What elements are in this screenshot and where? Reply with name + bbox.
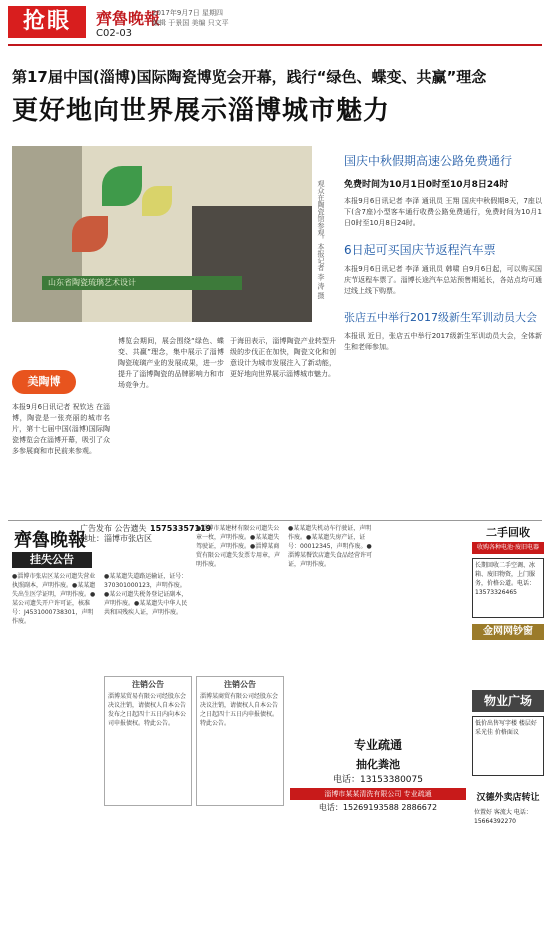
deregistration-notice-1 bbox=[104, 676, 192, 806]
shop-transfer-body: 位置好 客流大 电话：15664392270 bbox=[474, 809, 532, 825]
classified-column-3: ●淄博市某建材有限公司遗失公章一枚，声明作废。●某某遗失驾驶证，声明作废。●淄博某商贸有限公司遗失发票专用章，声明作废。 bbox=[196, 525, 281, 568]
section-tag: 抢眼 bbox=[8, 6, 86, 38]
pipe-service-title: 抽化粪池 bbox=[356, 758, 400, 771]
property-ad: 低价出售写字楼 楼层好 采光佳 价格面议 bbox=[472, 716, 544, 776]
classifieds-hotline: 15753357119 bbox=[150, 524, 212, 533]
article-headline: 更好地向世界展示淄博城市魅力 bbox=[12, 96, 391, 126]
story-column-1: 本报9月6日讯记者 祝钦达 在淄博，陶瓷是一张亮丽的城市名片，第十七届中国(淄博)国际陶瓷博览会在淄博开幕，吸引了众多参展商和市民前来参观。 bbox=[12, 403, 110, 455]
classifieds-address: 地址：淄博市张店区 bbox=[80, 534, 152, 543]
photo-visitors bbox=[192, 206, 312, 322]
gold-band: 金网网钞窗 bbox=[472, 624, 544, 640]
brief-title-1: 国庆中秋假期高速公路免费通行 bbox=[344, 154, 513, 168]
classified-column-2: ●某某遗失道路运输证，证号：370301000123，声明作废。●某公司遗失税务登记证副本，声明作废。●某某遗失中华人民共和国残疾人证，声明作废。 bbox=[104, 573, 188, 616]
date-line: 2017年9月7日 星期四 bbox=[152, 9, 223, 17]
story-column-2: 博览会期间，展会围绕“绿色、蝶变、共赢”理念，集中展示了淄博陶瓷琉璃产业的发展成果，进一步提升了淄博陶瓷的品牌影响力和市场竞争力。 bbox=[118, 337, 224, 389]
photo-caption: 观众在陶瓷馆参观。本报记者 李 涛 摄 bbox=[317, 180, 325, 299]
classifieds-logo: 齊魯晚報 bbox=[14, 530, 86, 551]
pipe-service-contact: 电话：15269193588 2886672 bbox=[318, 803, 438, 812]
issue-meta bbox=[152, 8, 229, 28]
property-plaza-band: 物业广场 bbox=[472, 690, 544, 712]
header-rule bbox=[8, 44, 542, 46]
story-column-3: 于海田表示，淄博陶瓷产业转型升级的步伐正在加快，陶瓷文化和创意设计为城市发展注入了新动能，更好地向世界展示淄博城市魅力。 bbox=[230, 337, 336, 378]
lead-photo bbox=[12, 146, 312, 322]
photo-band-text: 山东省陶瓷琉璃艺术设计 bbox=[42, 276, 242, 290]
photo-leaf-sculpture bbox=[142, 186, 172, 216]
feature-badge: 美陶博 bbox=[12, 370, 76, 394]
pipe-service-banner: 淄博市某某清洗有限公司 专业疏通 bbox=[290, 788, 466, 800]
brief-subhead-1: 免费时间为10月1日0时至10月8日24时 bbox=[344, 180, 509, 190]
editor-line: 编辑 于景国 美编 只文平 bbox=[152, 19, 229, 27]
brief-title-3: 张店五中举行2017级新生军训动员大会 bbox=[344, 311, 537, 324]
page-number: C02-03 bbox=[96, 28, 133, 39]
classifieds-rule bbox=[8, 520, 542, 521]
photo-leaf-sculpture bbox=[72, 216, 108, 252]
notice-body: 淄博某商贸有限公司经股东会决议注销，请债权人自本公告之日起四十五日内申报债权。特此公告。 bbox=[200, 693, 279, 727]
market-banner: 收购各种电池·废旧电器 bbox=[472, 542, 544, 554]
pipe-service-tel: 电话：13153380075 bbox=[333, 775, 423, 785]
classifieds-contact bbox=[80, 524, 152, 544]
classified-column-1: ●淄博市张店区某公司遗失营业执照副本，声明作废。●某某遗失出生医学证明，声明作废。●某公司遗失开户许可证，核准号：J4531000738301，声明作废。 bbox=[12, 573, 96, 625]
brief-body-2: 本报9月6日讯记者 李泽 通讯员 韩啸 自9月6日起，可以购买国庆节返程车票了。淄博长途汽车总站预售期延长，各站点均可通过线上线下购票。 bbox=[344, 265, 542, 295]
brief-body-1: 本报9月6日讯记者 李泽 通讯员 王翔 国庆中秋假期8天，7座以下(含7座)小型客车通行收费公路免费通行，免费时间为10月1日0时至10月8日24时。 bbox=[344, 197, 542, 227]
right-column bbox=[344, 146, 542, 353]
classified-column-4: ●某某遗失机动车行驶证，声明作废。●某某遗失房产证，证号：00012345，声明作废。●淄博某餐饮店遗失食品经营许可证，声明作废。 bbox=[288, 525, 373, 568]
service-band: 专业疏通 bbox=[353, 738, 402, 752]
deregistration-notice-2 bbox=[196, 676, 284, 806]
lost-notice-band: 挂失公告 bbox=[12, 552, 92, 568]
brief-body-3: 本报讯 近日，张店五中举行2017级新生军训动员大会，全体新生和老师参加。 bbox=[344, 332, 542, 351]
notice-title: 注销公告 bbox=[132, 680, 164, 689]
market-title: 二手回收 bbox=[486, 526, 530, 539]
notice-body: 淄博某贸易有限公司经股东会决议注销，请债权人自本公告发布之日起四十五日内向本公司申报债权。特此公告。 bbox=[108, 693, 187, 727]
shop-transfer-title: 汉德外卖店转让 bbox=[476, 793, 540, 803]
notice-title: 注销公告 bbox=[224, 680, 256, 689]
article-subtitle: 第17届中国(淄博)国际陶瓷博览会开幕，践行“绿色、蝶变、共赢”理念 bbox=[12, 68, 487, 86]
paper-logo: 齊魯晚報 bbox=[96, 9, 161, 28]
brief-title-2: 6日起可买国庆节返程汽车票 bbox=[344, 243, 496, 257]
market-ad: 长期回收二手空调、冰箱、废旧物资，上门服务，价格公道。电话：13573326465 bbox=[472, 558, 544, 618]
classifieds-tel-line: 广告发布 公告遗失 bbox=[80, 524, 147, 533]
photo-leaf-sculpture bbox=[102, 166, 142, 206]
